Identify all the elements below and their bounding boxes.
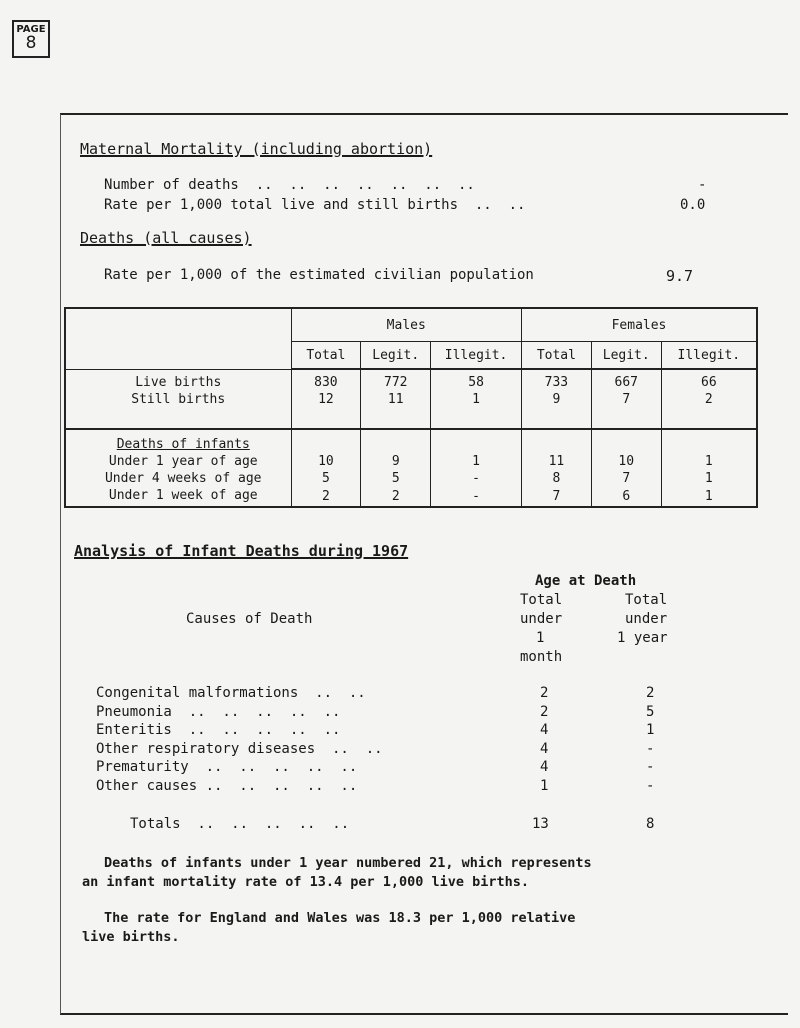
total-label: Totals .. .. .. .. .. bbox=[130, 816, 350, 832]
cause-label: Pneumonia .. .. .. .. .. bbox=[96, 704, 341, 720]
cell: 10 bbox=[591, 453, 661, 470]
births-table bbox=[64, 307, 758, 508]
cause-year-value: - bbox=[646, 759, 655, 775]
cell: 2 bbox=[661, 391, 757, 429]
cause-year-value: 1 bbox=[646, 722, 655, 738]
cell: 1 bbox=[661, 487, 757, 507]
col2-header-line1: Total bbox=[625, 592, 668, 608]
cause-label: Enteritis .. .. .. .. .. bbox=[96, 722, 341, 738]
page-word: PAGE bbox=[16, 24, 46, 35]
all-causes-rate-value: 9.7 bbox=[666, 267, 694, 285]
col-header: Total bbox=[522, 342, 592, 370]
cell: - bbox=[431, 487, 522, 507]
page-number: 8 bbox=[25, 33, 37, 53]
col2-header-line2: under bbox=[625, 611, 668, 627]
infants-heading: Deaths of infants bbox=[65, 429, 291, 453]
cause-label: Congenital malformations .. .. bbox=[96, 685, 366, 701]
col-header: Legit. bbox=[361, 342, 431, 370]
cell: 12 bbox=[291, 391, 361, 429]
cell: 6 bbox=[591, 487, 661, 507]
col1-header-line3: 1 bbox=[536, 630, 545, 646]
row-label: Under 1 year of age bbox=[65, 453, 291, 470]
cell: 830 bbox=[291, 369, 361, 391]
all-causes-rate-label: Rate per 1,000 of the estimated civilian population bbox=[104, 267, 534, 283]
col-header: Legit. bbox=[591, 342, 661, 370]
row-label: Under 4 weeks of age bbox=[65, 470, 291, 487]
table-row bbox=[65, 470, 757, 487]
cell: 8 bbox=[522, 470, 592, 487]
cell: 1 bbox=[431, 391, 522, 429]
cause-label: Other respiratory diseases .. .. bbox=[96, 741, 383, 757]
total-year-value: 8 bbox=[646, 816, 655, 832]
cell: 11 bbox=[361, 391, 431, 429]
col-header: Total bbox=[291, 342, 361, 370]
cell: 9 bbox=[522, 391, 592, 429]
cause-month-value: 2 bbox=[540, 685, 549, 701]
col-header: Illegit. bbox=[661, 342, 757, 370]
cell: 2 bbox=[291, 487, 361, 507]
cause-month-value: 4 bbox=[540, 741, 549, 757]
col1-header-line1: Total bbox=[520, 592, 563, 608]
header-blank bbox=[65, 308, 291, 369]
maternal-rate-label: Rate per 1,000 total live and still births .. .. bbox=[104, 197, 526, 213]
causes-header: Causes of Death bbox=[186, 611, 313, 627]
cell: 9 bbox=[361, 453, 431, 470]
table-row bbox=[65, 487, 757, 507]
note-line: Deaths of infants under 1 year numbered 21, which represents bbox=[104, 855, 592, 871]
cell: 1 bbox=[661, 470, 757, 487]
cell: 5 bbox=[361, 470, 431, 487]
cause-year-value: 2 bbox=[646, 685, 655, 701]
cell: 66 bbox=[661, 369, 757, 391]
col-header: Illegit. bbox=[431, 342, 522, 370]
maternal-deaths-value: - bbox=[698, 177, 707, 193]
col1-header-line2: under bbox=[520, 611, 563, 627]
page-number-box bbox=[12, 20, 50, 58]
cell: 7 bbox=[591, 470, 661, 487]
cause-label: Prematurity .. .. .. .. .. bbox=[96, 759, 358, 775]
cause-month-value: 4 bbox=[540, 722, 549, 738]
col2-header-line3: 1 year bbox=[617, 630, 668, 646]
all-causes-heading: Deaths (all causes) bbox=[80, 229, 252, 247]
cause-month-value: 1 bbox=[540, 778, 549, 794]
cause-label: Other causes .. .. .. .. .. bbox=[96, 778, 358, 794]
table-row bbox=[65, 453, 757, 470]
males-header: Males bbox=[291, 308, 522, 342]
maternal-rate-value: 0.0 bbox=[680, 197, 706, 213]
cell: 7 bbox=[591, 391, 661, 429]
cell: 7 bbox=[522, 487, 592, 507]
cause-month-value: 2 bbox=[540, 704, 549, 720]
note-line: live births. bbox=[82, 929, 180, 945]
note-line: an infant mortality rate of 13.4 per 1,000 live births. bbox=[82, 874, 530, 890]
maternal-deaths-label: Number of deaths .. .. .. .. .. .. .. bbox=[104, 177, 475, 193]
cause-year-value: 5 bbox=[646, 704, 655, 720]
cell: 733 bbox=[522, 369, 592, 391]
cause-year-value: - bbox=[646, 778, 655, 794]
note-line: The rate for England and Wales was 18.3 per 1,000 relative bbox=[104, 910, 576, 926]
cell: 11 bbox=[522, 453, 592, 470]
maternal-heading: Maternal Mortality (including abortion) bbox=[80, 140, 433, 158]
cell: 667 bbox=[591, 369, 661, 391]
cell: 1 bbox=[431, 453, 522, 470]
cell: - bbox=[431, 470, 522, 487]
cell: 5 bbox=[291, 470, 361, 487]
age-at-death-header: Age at Death bbox=[535, 573, 637, 589]
total-month-value: 13 bbox=[532, 816, 549, 832]
table-row bbox=[65, 429, 757, 453]
cell: 772 bbox=[361, 369, 431, 391]
cell: 10 bbox=[291, 453, 361, 470]
row-label: Live births bbox=[65, 369, 291, 391]
females-header: Females bbox=[522, 308, 758, 342]
table-row bbox=[65, 369, 757, 391]
analysis-heading: Analysis of Infant Deaths during 1967 bbox=[74, 542, 409, 560]
col1-header-line4: month bbox=[520, 649, 563, 665]
cause-month-value: 4 bbox=[540, 759, 549, 775]
table-row bbox=[65, 391, 757, 429]
cell: 1 bbox=[661, 453, 757, 470]
row-label: Still births bbox=[65, 391, 291, 429]
row-label: Under 1 week of age bbox=[65, 487, 291, 507]
cell: 58 bbox=[431, 369, 522, 391]
cell: 2 bbox=[361, 487, 431, 507]
cause-year-value: - bbox=[646, 741, 655, 757]
